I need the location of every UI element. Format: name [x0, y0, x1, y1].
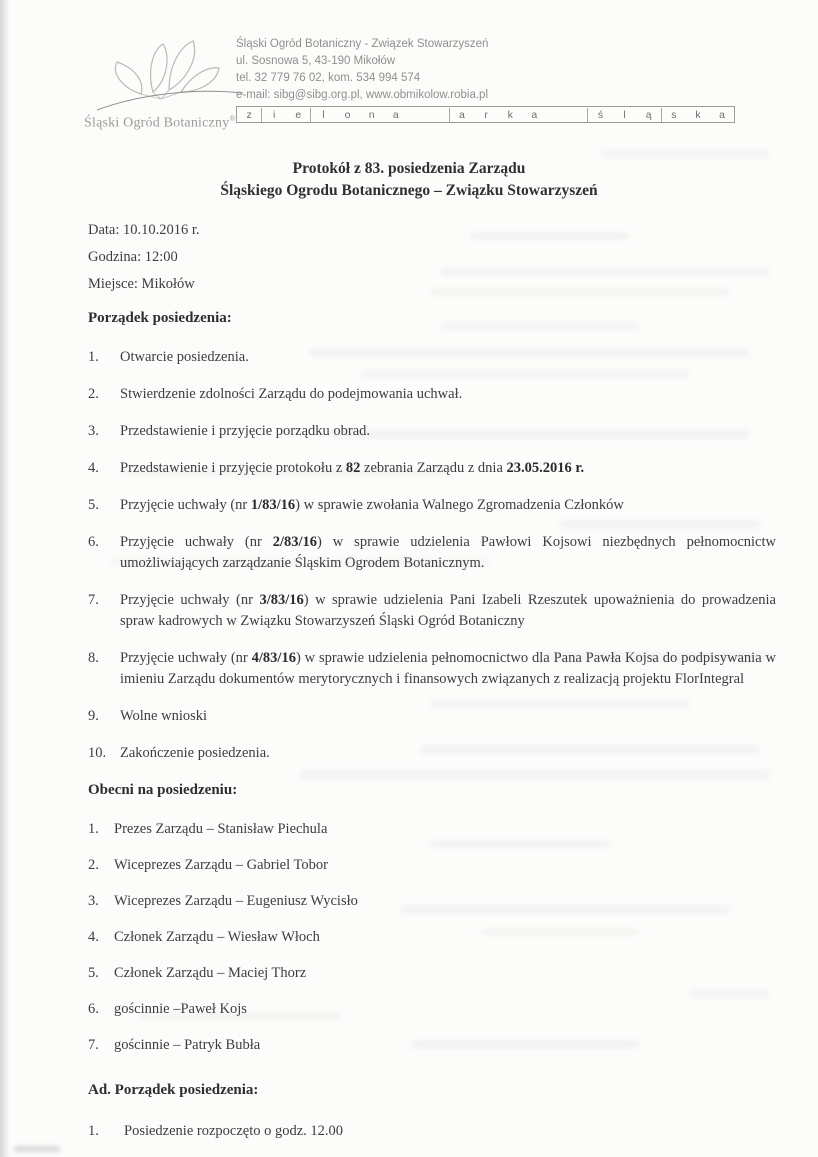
tagline-letter: a: [719, 108, 725, 121]
tagline-letter: a: [392, 108, 399, 121]
agenda-item-text: Przyjęcie uchwały (nr 1/83/16) w sprawie zwołania Walnego Zgromadzenia Członków: [120, 497, 624, 513]
attendee-text: Członek Zarządu – Maciej Thorz: [114, 965, 307, 981]
agenda-item-number: 4.: [88, 460, 99, 476]
tagline-letter: ś: [587, 108, 612, 122]
agenda-item: [88, 458, 782, 479]
registered-mark: ®: [229, 114, 236, 123]
tagline-letter: n: [368, 108, 375, 121]
attendees-heading: Obecni na posiedzeniu:: [88, 782, 238, 798]
agenda-item-number: 3.: [88, 423, 99, 439]
agenda-item: [88, 590, 782, 632]
attendee-number: 1.: [88, 821, 99, 837]
agenda-item: [88, 495, 782, 516]
org-address-line: ul. Sosnowa 5, 43-190 Mikołów: [236, 55, 396, 67]
tagline-letter: l: [310, 108, 335, 122]
agenda-item-number: 2.: [88, 386, 99, 402]
attendee-text: gościnnie –Paweł Kojs: [114, 1001, 247, 1017]
agenda-item-number: 10.: [88, 745, 107, 761]
agenda-item-number: 7.: [88, 592, 99, 608]
agenda-list: [88, 347, 782, 764]
tagline-letter: e: [295, 108, 302, 121]
tagline-letter: i: [261, 108, 286, 122]
ad-item-number: 1.: [88, 1123, 99, 1139]
agenda-item: [88, 384, 782, 405]
tagline-letter: a: [449, 108, 474, 122]
org-name-line: Śląski Ogród Botaniczny - Związek Stowarzyszeń: [236, 38, 489, 50]
agenda-item-text: Przedstawienie i przyjęcie porządku obrad.: [120, 423, 371, 439]
attendee-text: Członek Zarządu – Wiesław Włoch: [114, 929, 320, 945]
attendee-item: [88, 819, 782, 840]
attendee-text: Wiceprezes Zarządu – Eugeniusz Wycisło: [114, 893, 358, 909]
meeting-meta: [88, 221, 782, 293]
attendee-item: [88, 1035, 782, 1056]
tagline-letter: ą: [645, 108, 652, 121]
tagline-letter: k: [695, 108, 701, 121]
attendee-item: [88, 855, 782, 876]
meeting-date: Data: 10.10.2016 r.: [88, 222, 200, 238]
title-line-2: Śląskiego Ogrodu Botanicznego – Związku Stowarzyszeń: [220, 182, 598, 199]
attendee-number: 4.: [88, 929, 99, 945]
title-line-1: Protokół z 83. posiedzenia Zarządu: [292, 160, 526, 177]
document-title: [88, 158, 730, 202]
attendee-text: Wiceprezes Zarządu – Gabriel Tobor: [114, 857, 328, 873]
agenda-item-number: 8.: [88, 650, 99, 666]
scan-edge-shadow: [0, 0, 10, 1157]
agenda-item: [88, 421, 782, 442]
tagline-letter: s: [661, 108, 686, 122]
tagline-letter: z: [246, 108, 252, 121]
agenda-item-number: 1.: [88, 349, 99, 365]
agenda-item-text: Zakończenie posiedzenia.: [120, 745, 270, 761]
attendee-number: 6.: [88, 1001, 99, 1017]
tagline-letter: a: [531, 108, 538, 121]
org-contact-block: [236, 36, 488, 104]
ad-item-text: Posiedzenie rozpoczęto o godz. 12.00: [124, 1123, 344, 1139]
agenda-item-text: Stwierdzenie zdolności Zarządu do podejmowania uchwał.: [120, 386, 463, 402]
document-body: [88, 158, 782, 1142]
attendee-item: [88, 927, 782, 948]
tagline-letter: o: [344, 108, 351, 121]
agenda-item-number: 6.: [88, 534, 99, 550]
agenda-heading: Porządek posiedzenia:: [88, 310, 232, 326]
agenda-item: [88, 743, 782, 764]
agenda-item-text: Przyjęcie uchwały (nr 3/83/16) w sprawie udzielenia Pani Izabeli Rzeszutek upoważnienia do prowadzenia spraw kadrowych w Związku Stowarzyszeń Śląski Ogród Botaniczny: [120, 592, 776, 629]
attendee-item: [88, 891, 782, 912]
attendee-text: Prezes Zarządu – Stanisław Piechula: [114, 821, 328, 837]
tagline-letter: r: [484, 108, 488, 121]
ad-section-item: [88, 1121, 782, 1142]
attendee-item: [88, 963, 782, 984]
ad-section-list: [88, 1121, 782, 1142]
agenda-item-text: Otwarcie posiedzenia.: [120, 349, 249, 365]
ad-section-heading: Ad. Porządek posiedzenia:: [88, 1082, 259, 1098]
attendee-item: [88, 999, 782, 1020]
scan-bottom-smudge: [14, 1146, 60, 1152]
tagline-letter: k: [507, 108, 513, 121]
agenda-item-text: Wolne wnioski: [120, 708, 208, 724]
agenda-item-text: Przyjęcie uchwały (nr 2/83/16) w sprawie udzielenia Pawłowi Kojsowi niezbędnych pełnomocnictw umożliwiających zarządzanie Śląskim Ogrodem Botanicznym.: [120, 534, 776, 571]
attendees-list: [88, 819, 782, 1056]
meeting-time: Godzina: 12:00: [88, 249, 178, 265]
agenda-item-text: Przyjęcie uchwały (nr 4/83/16) w sprawie udzielenia pełnomocnictwo dla Pana Pawła Kojsa do podpisywania w imieniu Zarządu dokumentów merytorycznych i finansowych związanych z realizacją projektu FlorIntegral: [120, 650, 776, 687]
attendee-number: 3.: [88, 893, 99, 909]
org-email-line: e-mail: sibg@sibg.org.pl, www.obmikolow.robia.pl: [236, 89, 489, 101]
bleed-through-artifact: [600, 150, 770, 158]
attendee-text: gościnnie – Patryk Bubła: [114, 1037, 261, 1053]
agenda-item-number: 9.: [88, 708, 99, 724]
attendee-number: 2.: [88, 857, 99, 873]
agenda-item-number: 5.: [88, 497, 99, 513]
tagline-letter-box: [236, 106, 735, 123]
org-phone-line: tel. 32 779 76 02, kom. 534 994 574: [236, 72, 421, 84]
attendee-number: 5.: [88, 965, 99, 981]
agenda-item: [88, 648, 782, 690]
attendee-number: 7.: [88, 1037, 99, 1053]
tagline-letter: l: [623, 108, 626, 121]
agenda-item: [88, 532, 782, 574]
agenda-item: [88, 347, 782, 368]
botanical-garden-logo-leaves-icon: [95, 38, 245, 118]
agenda-item: [88, 706, 782, 727]
logo-wordmark: Śląski Ogród Botaniczny®: [84, 114, 236, 131]
agenda-item-text: Przedstawienie i przyjęcie protokołu z 82 zebrania Zarządu z dnia 23.05.2016 r.: [120, 460, 585, 476]
meeting-place: Miejsce: Mikołów: [88, 276, 195, 292]
